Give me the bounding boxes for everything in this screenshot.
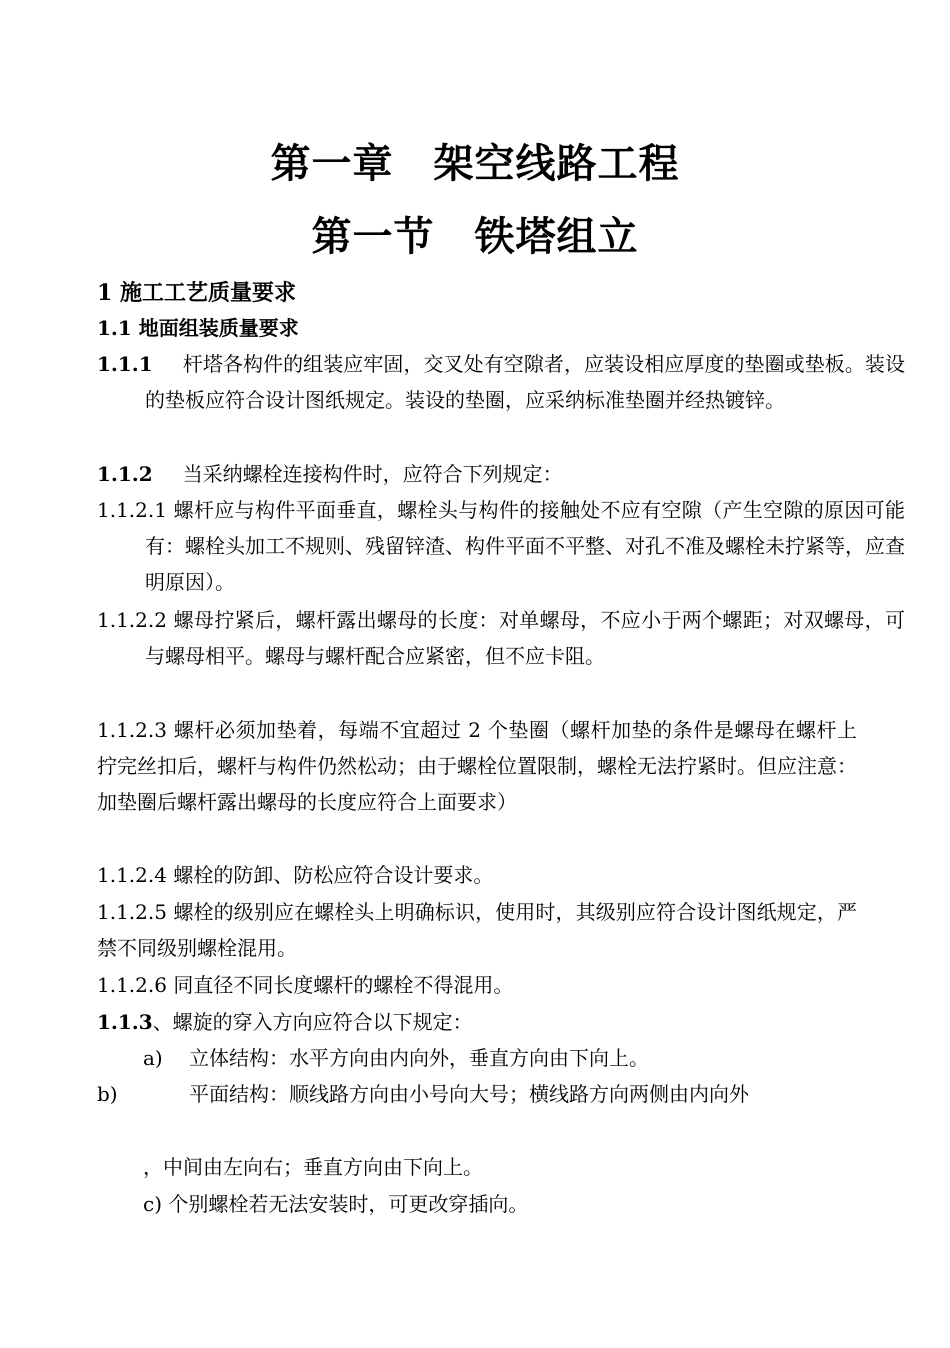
clause-text: 螺栓的级别应在螺栓头上明确标识，使用时，其级别应符合设计图纸规定，严禁不同级别螺栓混用。: [97, 900, 858, 960]
section-heading: [0, 213, 950, 261]
clause-text: 螺杆应与构件平面垂直，螺栓头与构件的接触处不应有空隙（产生空隙的原因可能有：螺栓头加工不规则、残留锌渣、构件平面不平整、对孔不准及螺栓未拧紧等，应查明原因）。: [145, 498, 906, 594]
list-item-b: [97, 1076, 857, 1112]
clause-number: 1.1.1: [97, 352, 153, 376]
list-item-c: [143, 1186, 528, 1222]
clause-number: 1.1.2.6: [97, 973, 167, 997]
section-label: 第一节: [311, 213, 435, 260]
clause-number: 1.1.3: [97, 1010, 153, 1034]
clause-1-1-2-3: [97, 712, 857, 820]
heading-number: 1.1: [97, 316, 132, 340]
clause-text: 螺母拧紧后，螺杆露出螺母的长度：对单螺母，不应小于两个螺距；对双螺母，可与螺母相平。螺母与螺杆配合应紧密，但不应卡阻。: [145, 608, 906, 668]
clause-number: 1.1.2: [97, 462, 153, 486]
list-item-text: 平面结构：顺线路方向由小号向大号；横线路方向两侧由内向外: [189, 1082, 749, 1106]
clause-1-1-2-1: [97, 492, 905, 600]
clause-number: 1.1.2.4: [97, 863, 167, 887]
chapter-heading: [0, 140, 950, 188]
clause-1-1-2-2: [97, 602, 905, 674]
list-item-text: ，中间由左向右；垂直方向由下向上。: [143, 1155, 483, 1179]
clause-1-1-1: [97, 346, 905, 418]
clause-1-1-3: [97, 1004, 857, 1040]
list-item-a: [143, 1040, 857, 1076]
clause-number: 1.1.2.2: [97, 608, 167, 632]
clause-1-1-2-5: [97, 894, 857, 966]
chapter-title: 架空线路工程: [433, 140, 680, 187]
clause-number: 1.1.2.5: [97, 900, 167, 924]
list-item-text: 个别螺栓若无法安装时，可更改穿插向。: [168, 1192, 529, 1216]
heading-level-2: [97, 313, 299, 343]
heading-text: 施工工艺质量要求: [119, 280, 296, 306]
list-item-label: c): [143, 1192, 163, 1216]
list-item-text: 立体结构：水平方向由内向外，垂直方向由下向上。: [189, 1046, 649, 1070]
chapter-label: 第一章: [270, 140, 394, 187]
list-item-label: b): [97, 1082, 118, 1106]
clause-1-1-2-6: [97, 967, 857, 1003]
clause-number: 1.1.2.3: [97, 718, 167, 742]
heading-number: 1: [97, 280, 113, 306]
clause-1-1-2-4: [97, 857, 857, 893]
clause-text: 同直径不同长度螺杆的螺栓不得混用。: [173, 973, 514, 997]
clause-text: 当采纳螺栓连接构件时，应符合下列规定：: [182, 462, 563, 486]
list-item-b-continuation: [143, 1149, 483, 1185]
clause-text: 杆塔各构件的组装应牢固，交叉处有空隙者，应装设相应厚度的垫圈或垫板。装设的垫板应符合设计图纸规定。装设的垫圈，应采纳标准垫圈并经热镀锌。: [145, 352, 905, 412]
section-title: 铁塔组立: [474, 213, 639, 260]
clause-text: 螺栓的防卸、防松应符合设计要求。: [173, 863, 494, 887]
list-item-label: a): [143, 1046, 163, 1070]
clause-number: 1.1.2.1: [97, 498, 167, 522]
clause-1-1-2: [97, 456, 905, 492]
clause-text: 螺杆必须加垫着，每端不宜超过 2 个垫圈（螺杆加垫的条件是螺母在螺杆上拧完丝扣后，螺杆与构件仍然松动；由于螺栓位置限制，螺栓无法拧紧时。但应注意：加垫圈后螺杆露出螺母的长度应符合上面要求）: [97, 718, 857, 814]
heading-level-1: [97, 278, 296, 308]
clause-text: 、螺旋的穿入方向应符合以下规定：: [152, 1010, 473, 1034]
heading-text: 地面组装质量要求: [138, 316, 299, 340]
